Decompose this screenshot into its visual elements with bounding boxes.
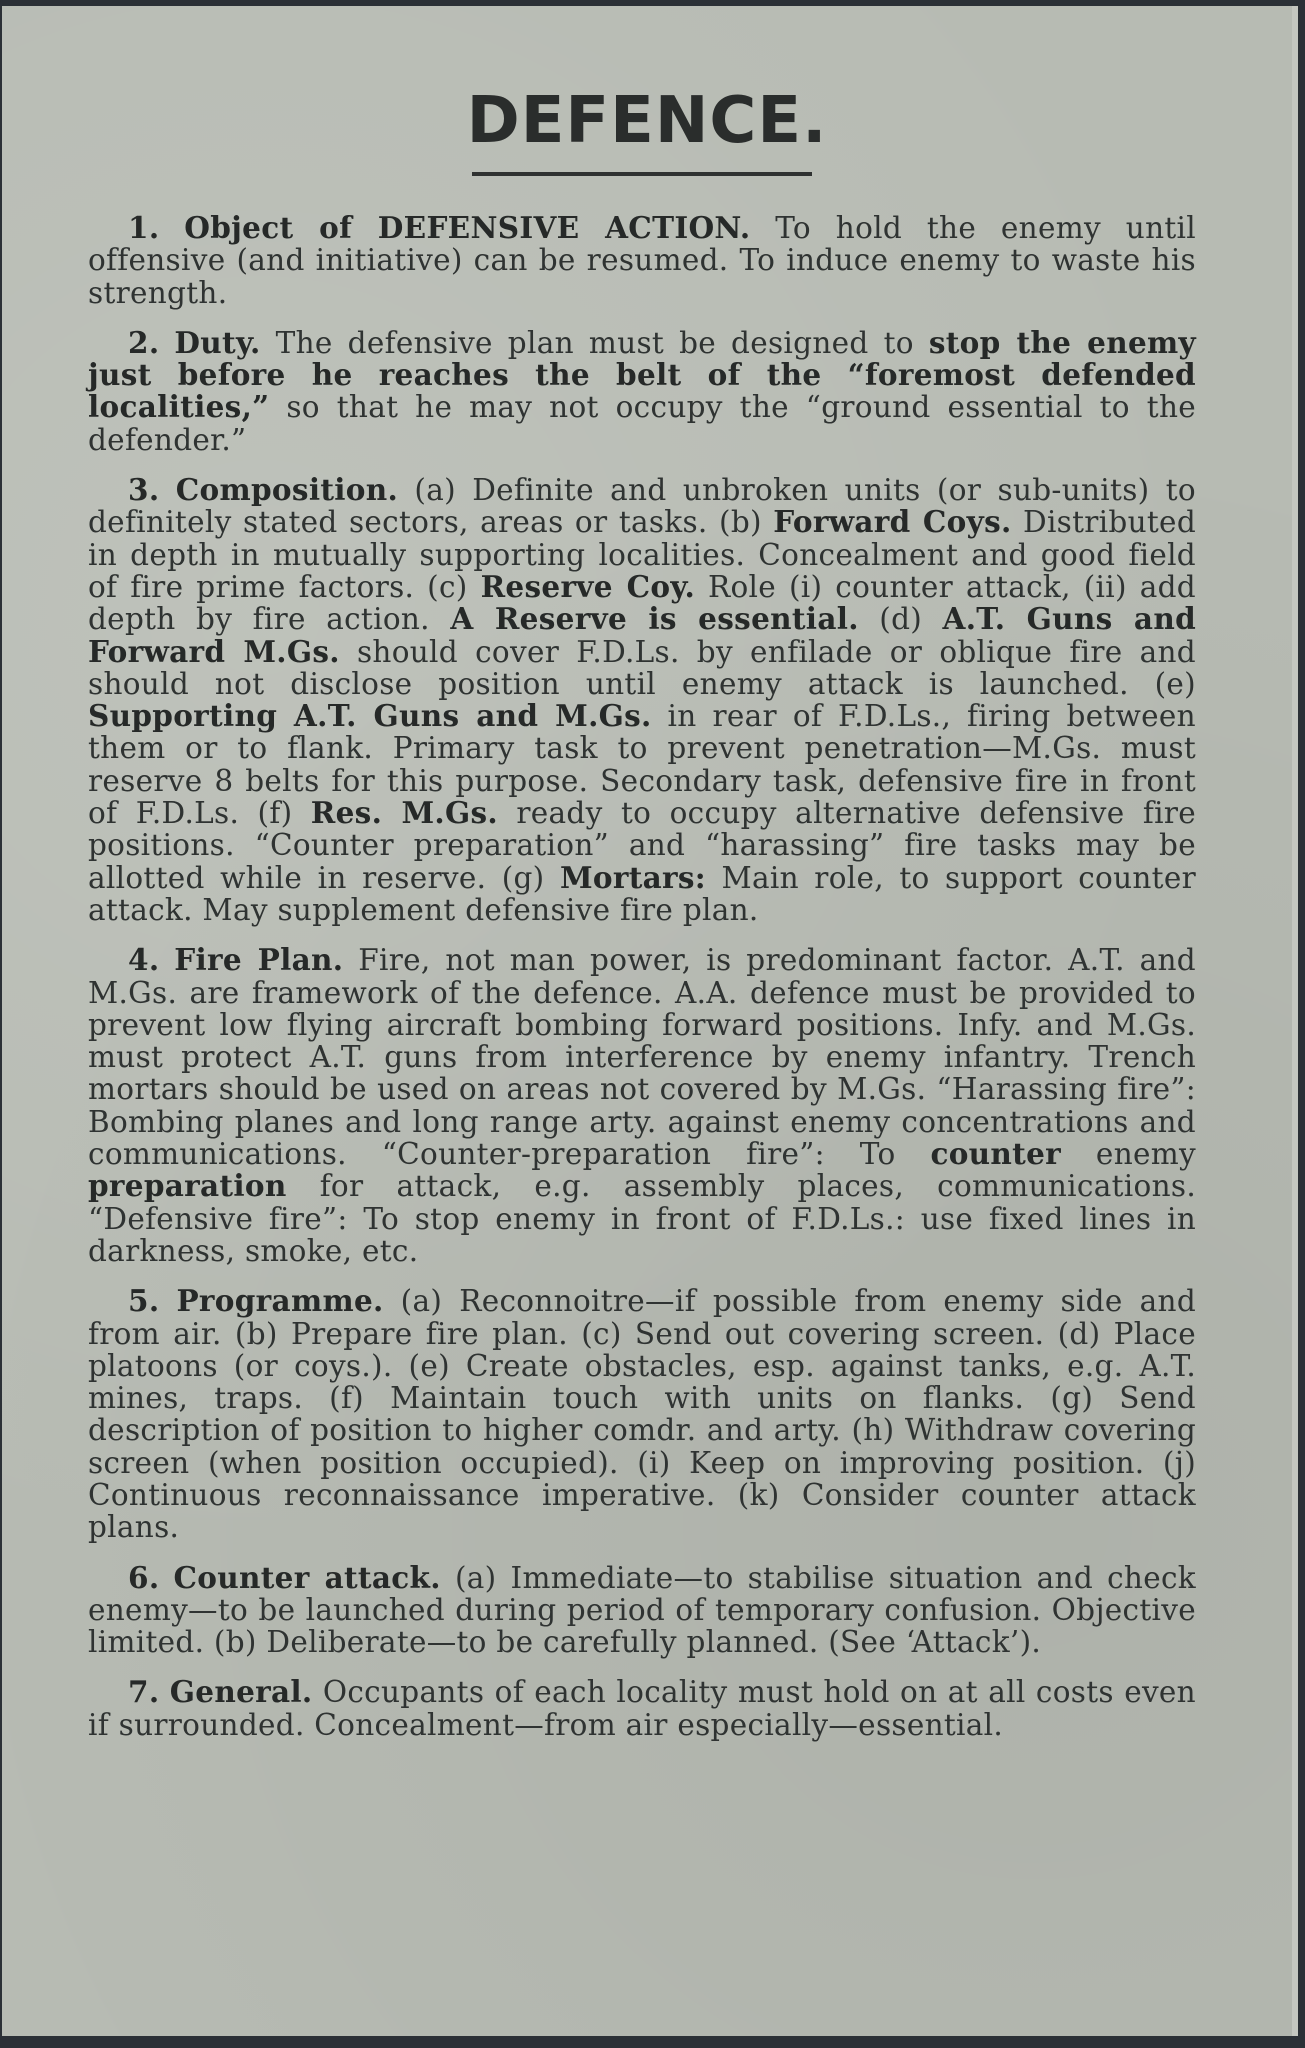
paragraph-number: 1. — [128, 210, 160, 245]
paragraph-number: 2. — [128, 324, 160, 360]
paragraph-text: Role (i) counter attack, (ii) add depth by fire action. — [88, 569, 1196, 637]
paragraph-text: for attack, e.g. assembly places, communications. “Defensive fire”: To stop enemy in front of F.D.Ls.: use fixed lines in darkness, smoke, etc. — [88, 1169, 1196, 1268]
bold-phrase: Supporting A.T. Guns and M.Gs. — [88, 698, 652, 734]
paragraph-text: (a) Immediate—to stabilise situation and check enemy—to be launched during period of temporary confusion. Objective limited. (b) Deliberate—to be carefully planned. (See ‘Attack’). — [88, 1560, 1196, 1660]
bold-phrase: preparation — [88, 1168, 287, 1204]
paragraph-text: ready to occupy alternative defensive fire positions. “Counter preparation” and “harassing” fire tasks may be allotted while in reserve. (g) — [88, 796, 1196, 895]
paragraph-text: (a) Reconnoitre—if possible from enemy side and from air. (b) Prepare fire plan. (c) Send out covering screen. (d) Place platoons (or coys.). (e) Create obstacles, esp. against tanks, e.g. A.T. mines, traps. (f) Maintain touch with units on flanks. (g) Send description of position to higher comdr. and arty. (h) Withdraw covering screen (when position occupied). (i) Keep on improving position. (j) Continuous reconnaissance imperative. (k) Consider counter attack plans. — [88, 1284, 1196, 1545]
document-body — [88, 212, 1196, 1759]
paragraph-heading: Duty. — [174, 324, 261, 360]
paragraph-heading: General. — [169, 1674, 313, 1710]
bold-phrase: stop the enemy just before he reaches the belt of the “foremost defended localities,” — [88, 324, 1196, 425]
paragraph-text: should cover F.D.Ls. by enfilade or oblique fire and should not disclose position until enemy attack is launched. (e) — [88, 634, 1196, 701]
paragraph-text: (d) — [858, 602, 943, 637]
paragraph-number: 7. — [128, 1674, 160, 1710]
paragraph-general — [88, 1676, 1196, 1741]
paragraph-counter-attack — [88, 1559, 1196, 1660]
paragraph-text: in rear of F.D.Ls., firing between them or to flank. Primary task to prevent penetration—M.Gs. must reserve 8 belts for this purpose. Secondary task, defensive fire in front of F.D.Ls. (f) — [88, 699, 1196, 831]
page-title: DEFENCE. — [466, 84, 828, 158]
paragraph-heading: Counter attack. — [173, 1559, 441, 1595]
bold-phrase: Mortars: — [559, 859, 706, 895]
paragraph-text: enemy — [1061, 1137, 1196, 1172]
title-underline — [472, 172, 812, 176]
paragraph-text: Distributed in depth in mutually supporting localities. Concealment and good field of fire prime factors. (c) — [88, 505, 1196, 604]
paragraph-object — [88, 212, 1196, 309]
paragraph-number: 5. — [128, 1283, 160, 1319]
paragraph-heading: Fire Plan. — [174, 942, 344, 978]
paragraph-text: Occupants of each locality must hold on at all costs even if surrounded. Concealment—from air especially—essential. — [88, 1675, 1196, 1742]
paragraph-text: Main role, to support counter attack. May supplement defensive fire plan. — [88, 860, 1196, 927]
paragraph-text: The defensive plan must be designed to — [275, 325, 929, 360]
paragraph-number: 6. — [128, 1559, 160, 1595]
bold-phrase: A Reserve is essential. — [450, 601, 859, 637]
bold-phrase: Forward Coys. — [773, 504, 1012, 540]
paragraph-text: To hold the enemy until offensive (and initiative) can be resumed. To induce enemy to waste his strength. — [88, 211, 1196, 310]
bold-phrase: A.T. Guns and Forward M.Gs. — [88, 601, 1196, 669]
paragraph-heading: Object of DEFENSIVE ACTION. — [184, 210, 751, 245]
paragraph-duty — [88, 324, 1196, 457]
paragraph-number: 4. — [128, 942, 160, 978]
paragraph-composition — [88, 474, 1196, 926]
paragraph-fire-plan — [88, 944, 1196, 1267]
paragraph-number: 3. — [128, 472, 160, 508]
document-card — [2, 6, 1298, 2036]
paragraph-text: so that he may not occupy the “ground essential to the defender.” — [88, 390, 1196, 457]
paragraph-heading: Composition. — [175, 472, 399, 508]
paragraph-text: Fire, not man power, is predominant factor. A.T. and M.Gs. are framework of the defence. A.A. defence must be provided to prevent low flying aircraft bombing forward positions. Infy. and M.Gs. must protect A.T. guns from interference by enemy infantry. Trench mortars should be used on areas not covered by M.Gs. “Harassing fire”: Bombing planes and long range arty. against enemy concentrations and communications. “Counter-preparation fire”: To — [88, 943, 1196, 1172]
paragraph-text: (a) Definite and unbroken units (or sub-units) to definitely stated sectors, areas or tasks. (b) — [88, 473, 1196, 540]
bold-phrase: Reserve Coy. — [480, 568, 696, 604]
paragraph-heading: Programme. — [176, 1283, 384, 1319]
bold-phrase: counter — [930, 1136, 1062, 1172]
bold-phrase: Res. M.Gs. — [310, 795, 498, 831]
paragraph-programme — [88, 1285, 1196, 1543]
